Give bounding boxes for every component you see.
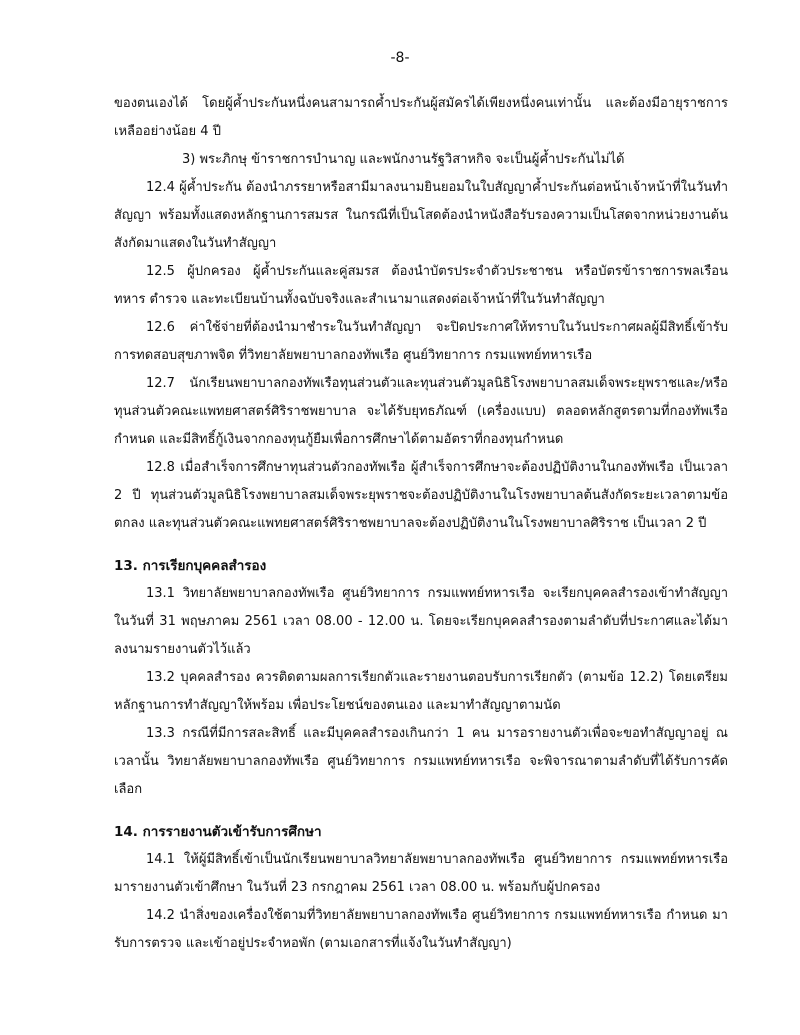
section-gap — [114, 538, 728, 552]
paragraph-guarantor-continuation: ของตนเองได้ โดยผู้ค้ำประกันหนึ่งคนสามารถค้ำประกันผู้สมัครได้เพียงหนึ่งคนเท่านั้น และต้องมีอายุราชการเหลืออย่างน้อย 4 ปี — [114, 96, 728, 139]
paragraph-guarantor-exclusion: 3) พระภิกษุ ข้าราชการบำนาญ และพนักงานรัฐวิสาหกิจ จะเป็นผู้ค้ำประกันไม่ได้ — [182, 152, 625, 167]
paragraph-12-5: 12.5 ผู้ปกครอง ผู้ค้ำประกันและคู่สมรส ต้องนำบัตรประจำตัวประชาชน หรือบัตรข้าราชการพลเรือน ทหาร ตำรวจ และทะเบียนบ้านทั้งฉบับจริงและสำเนามาแสดงต่อเจ้าหน้าที่ในวันทำสัญญา — [114, 264, 728, 307]
paragraph-13-2: 13.2 บุคคลสำรอง ควรติดตามผลการเรียกตัวและรายงานตอบรับการเรียกตัว (ตามข้อ 12.2) โดยเตรียมหลักฐานการทำสัญญาให้พร้อม เพื่อประโยชน์ของตนเอง และมาทำสัญญาตามนัด — [114, 670, 728, 713]
paragraph-12-4: 12.4 ผู้ค้ำประกัน ต้องนำภรรยาหรือสามีมาลงนามยินยอมในใบสัญญาค้ำประกันต่อหน้าเจ้าหน้าที่ในวันทำสัญญา พร้อมทั้งแสดงหลักฐานการสมรส ในกรณีที่เป็นโสดต้องนำหนังสือรับรองความเป็นโสดจากหน่วยงานต้นสังกัดมาแสดงในวันทำสัญญา — [114, 180, 728, 251]
paragraph-12-6: 12.6 ค่าใช้จ่ายที่ต้องนำมาชำระในวันทำสัญญา จะปิดประกาศให้ทราบในวันประกาศผลผู้มีสิทธิ์เข้ารับการทดสอบสุขภาพจิต ที่วิทยาลัยพยาบาลกองทัพเรือ ศูนย์วิทยาการ กรมแพทย์ทหารเรือ — [114, 320, 728, 363]
paragraph-13-1: 13.1 วิทยาลัยพยาบาลกองทัพเรือ ศูนย์วิทยาการ กรมแพทย์ทหารเรือ จะเรียกบุคคลสำรองเข้าทำสัญญาในวันที่ 31 พฤษภาคม 2561 เวลา 08.00 - 12.00 น. โดยจะเรียกบุคคลสำรองตามลำดับที่ประกาศและได้มาลงนามรายงานตัวไว้แล้ว — [114, 586, 728, 657]
document-body — [114, 90, 728, 958]
section-gap — [114, 804, 728, 818]
paragraph-14-1: 14.1 ให้ผู้มีสิทธิ์เข้าเป็นนักเรียนพยาบาลวิทยาลัยพยาบาลกองทัพเรือ ศูนย์วิทยาการ กรมแพทย์ทหารเรือมารายงานตัวเข้าศึกษา ในวันที่ 23 กรกฎาคม 2561 เวลา 08.00 น. พร้อมกับผู้ปกครอง — [114, 852, 728, 895]
paragraph-13-3: 13.3 กรณีที่มีการสละสิทธิ์ และมีบุคคลสำรองเกินกว่า 1 คน มารอรายงานตัวเพื่อจะขอทำสัญญาอยู่ ณ เวลานั้น วิทยาลัยพยาบาลกองทัพเรือ ศูนย์วิทยาการ กรมแพทย์ทหารเรือ จะพิจารณาตามลำดับที่ได้รับการคัดเลือก — [114, 726, 728, 797]
section-13-heading: 13. การเรียกบุคคลสำรอง — [114, 558, 267, 574]
paragraph-12-8: 12.8 เมื่อสำเร็จการศึกษาทุนส่วนตัวกองทัพเรือ ผู้สำเร็จการศึกษาจะต้องปฏิบัติงานในกองทัพเรือ เป็นเวลา 2 ปี ทุนส่วนตัวมูลนิธิโรงพยาบาลสมเด็จพระยุพราชจะต้องปฏิบัติงานในโรงพยาบาลต้นสังกัดระยะเวลาตามข้อตกลง และทุนส่วนตัวคณะแพทยศาสตร์ศิริราชพยาบาลจะต้องปฏิบัติงานในโรงพยาบาลศิริราช เป็นเวลา 2 ปี — [114, 460, 728, 531]
paragraph-14-2: 14.2 นำสิ่งของเครื่องใช้ตามที่วิทยาลัยพยาบาลกองทัพเรือ ศูนย์วิทยาการ กรมแพทย์ทหารเรือ กำหนด มารับการตรวจ และเข้าอยู่ประจำหอพัก (ตามเอกสารที่แจ้งในวันทำสัญญา) — [114, 908, 728, 951]
section-14-heading: 14. การรายงานตัวเข้ารับการศึกษา — [114, 824, 322, 840]
paragraph-12-7: 12.7 นักเรียนพยาบาลกองทัพเรือทุนส่วนตัวและทุนส่วนตัวมูลนิธิโรงพยาบาลสมเด็จพระยุพราชและ/หรือทุนส่วนตัวคณะแพทยศาสตร์ศิริราชพยาบาล จะได้รับยุทธภัณฑ์ (เครื่องแบบ) ตลอดหลักสูตรตามที่กองทัพเรือกำหนด และมีสิทธิ์กู้เงินจากกองทุนกู้ยืมเพื่อการศึกษาได้ตามอัตราที่กองทุนกำหนด — [114, 376, 728, 447]
page-number: -8- — [390, 50, 410, 66]
